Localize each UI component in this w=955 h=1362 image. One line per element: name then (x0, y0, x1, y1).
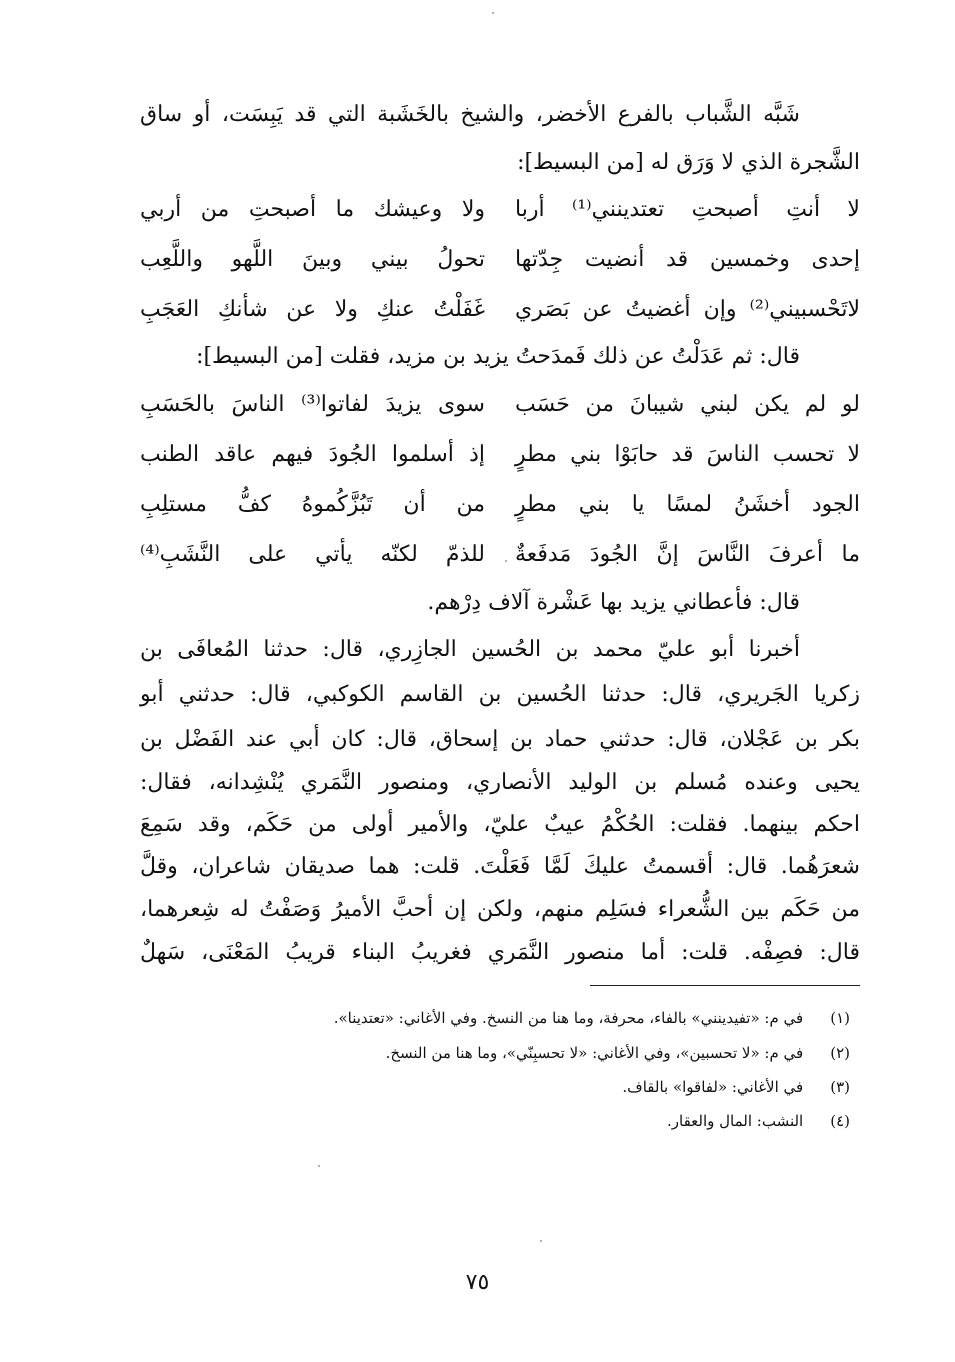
footnote (110, 1108, 850, 1134)
text-line: الشَّجرة الذي لا وَرَق له [من البسيط]: (517, 150, 860, 175)
scan-speck (540, 1240, 542, 1242)
footnote (110, 1005, 850, 1031)
footnote-text: النشب: المال والعقار. (666, 1112, 804, 1130)
text-line: قال: فأعطاني يزيد بها عَشْرة آلاف دِرْهم. (427, 590, 800, 615)
verse-second-hemistich: ولا وعيشك ما أصبحتِ من أربي (140, 197, 485, 222)
verse-first-hemistich: الجود أخشَنُ لمسًا يا بني مطرٍ (515, 492, 860, 517)
verse-second-hemistich: للذمّ لكنّه يأتي على النَّشَبِ⁽⁴⁾ (140, 542, 485, 567)
verse-line (140, 485, 860, 525)
verse-line (140, 240, 860, 280)
verse-line (140, 435, 860, 475)
verse-first-hemistich: ما أعرفَ النَّاسَ إنَّ الجُودَ مَدفَعةٌ (515, 542, 860, 567)
footnote-separator (590, 985, 860, 986)
verse-line (140, 535, 860, 575)
verse-line (140, 190, 860, 230)
paragraph-line: أخبرنا أبو عليّ محمد بن الحُسين الجازِري، قال: حدثنا المُعافَى بن (140, 637, 800, 662)
verse-first-hemistich: لا أنتِ أصبحتِ تعتدينني⁽¹⁾ أربا (515, 197, 860, 222)
footnote-text: في م: «لا تحسبين»، وفي الأغاني: «لا تحسبِنّي»، وما هنا من النسخ. (385, 1044, 804, 1062)
footnote (110, 1074, 850, 1100)
verse-line (140, 385, 860, 425)
verse-line (140, 290, 860, 330)
paragraph-line: زكريا الجَريري، قال: حدثنا الحُسين بن القاسم الكوكبي، قال: حدثني أبو (140, 682, 860, 707)
verse-second-hemistich: تحولُ بيني وبينَ اللَّهو واللَّعِب (140, 247, 485, 272)
paragraph-line: قال: فصِفْه. قلت: أما منصور النَّمَري فغريبُ البناء قريبُ المَعْنَى، سَهلٌ (140, 940, 860, 965)
paragraph-line: احكم بينهما. فقلت: الحُكْمُ عيبٌ عليّ، والأمير أولى من حَكَم، وقد سَمِعَ (140, 812, 860, 837)
paragraph-line: يحيى وعنده مُسلم بن الوليد الأنصاري، ومنصور النَّمَري يُنْشِدانه، فقال: (140, 770, 860, 795)
footnote-text: في الأغاني: «لفاقوا» بالقاف. (622, 1078, 804, 1096)
paragraph-line: شعرَهُما. قال: أقسمتُ عليكَ لَمَّا فَعَلْتَ. قلت: هما صديقان شاعران، وقلَّ (140, 854, 860, 879)
verse-first-hemistich: إحدى وخمسين قد أنضيت جِدّتها (515, 247, 860, 272)
footnote-number: (١) (830, 1009, 850, 1027)
verse-second-hemistich: غَفَلْتُ عنكِ ولا عن شأنكِ العَجَبِ (140, 297, 485, 322)
text-line: قال: ثم عَدَلْتُ عن ذلك فَمدَحتُ يزيد بن مزيد، فقلت [من البسيط]: (196, 344, 800, 369)
scan-speck (318, 1165, 320, 1167)
verse-first-hemistich: لو لم يكن لبني شيبانَ من حَسَب (515, 392, 860, 417)
paragraph-line: من حَكَم بين الشُّعراء فسَلِم منهم، ولكن إن أحبَّ الأميرُ وَصَفْتُ له شِعرهما، (140, 897, 860, 922)
footnote-number: (٢) (830, 1044, 850, 1062)
scan-speck (492, 12, 494, 14)
footnote-text: في م: «تفيدينني» بالفاء، محرفة، وما هنا من النسخ. وفي الأغاني: «تعتدينا». (333, 1009, 804, 1027)
footnote-number: (٣) (830, 1078, 850, 1096)
verse-first-hemistich: لاتَحْسبيني⁽²⁾ وإن أغضيتُ عن بَصَري (515, 297, 860, 322)
text-line: شَبَّه الشَّباب بالفرع الأخضر، والشيخ بالخَشَبة التي قد يَبِسَت، أو ساق (140, 102, 800, 127)
page-number: ٧٥ (465, 1270, 490, 1295)
scan-speck (505, 560, 507, 562)
verse-second-hemistich: إذ أسلموا الجُودَ فيهم عاقد الطنب (140, 442, 485, 467)
verse-second-hemistich: من أن تَبُزَّكُموهُ كفُّ مستلِبِ (140, 492, 485, 517)
verse-first-hemistich: لا تحسب الناسَ قد حابَوْا بني مطرٍ (515, 442, 860, 467)
footnote (110, 1040, 850, 1066)
paragraph-line: بكر بن عَجْلان، قال: حدثني حماد بن إسحاق، قال: كان أبي عند الفَضْل بن (140, 727, 860, 752)
footnote-number: (٤) (830, 1112, 850, 1130)
verse-second-hemistich: سوى يزيدَ لفاتوا⁽³⁾ الناسَ بالحَسَبِ (140, 392, 485, 417)
